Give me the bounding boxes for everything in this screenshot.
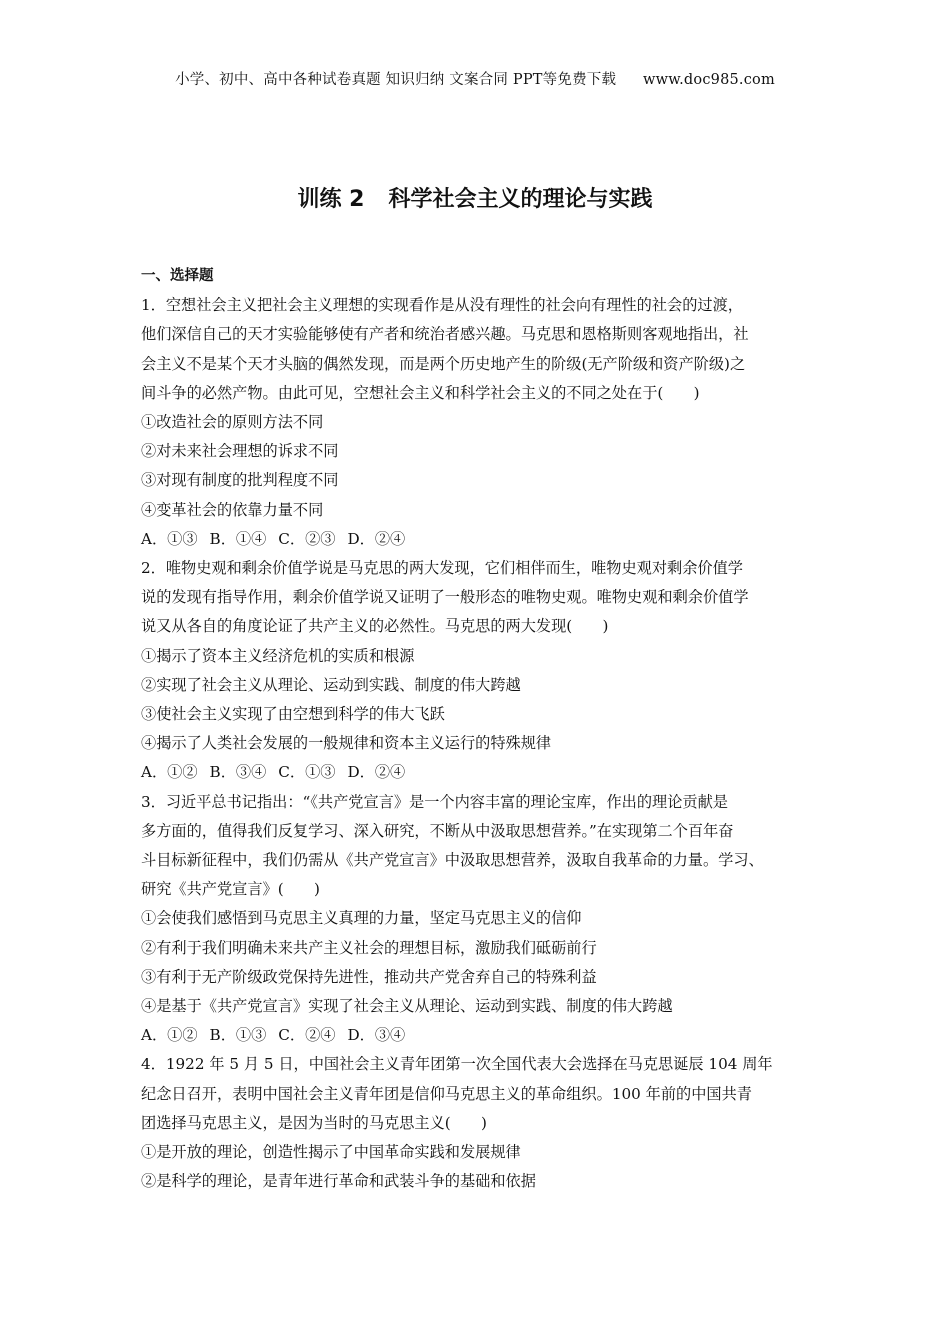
question-stem-line: 2．唯物史观和剩余价值学说是马克思的两大发现，它们相伴而生，唯物史观对剩余价值学 xyxy=(141,559,743,578)
question-stem-line: 他们深信自己的天才实验能够使有产者和统治者感兴趣。马克思和恩格斯则客观地指出，社 xyxy=(141,325,749,344)
statement-option: ③对现有制度的批判程度不同 xyxy=(141,471,339,490)
question-stem-line: 纪念日召开，表明中国社会主义青年团是信仰马克思主义的革命组织。100 年前的中国共青 xyxy=(141,1084,752,1103)
answer-choice-b[interactable]: B．③④ xyxy=(209,763,267,782)
answer-choice-a[interactable]: A．①② xyxy=(141,1026,198,1045)
question-3 xyxy=(141,788,821,1051)
statement-option: ②实现了社会主义从理论、运动到实践、制度的伟大跨越 xyxy=(141,675,521,694)
statement-option: ④是基于《共产党宣言》实现了社会主义从理论、运动到实践、制度的伟大跨越 xyxy=(141,997,673,1016)
question-stem-line: 1．空想社会主义把社会主义理想的实现看作是从没有理性的社会向有理性的社会的过渡， xyxy=(141,296,743,315)
answer-choice-a[interactable]: A．①③ xyxy=(141,529,198,548)
answer-choice-b[interactable]: B．①④ xyxy=(209,529,267,548)
title-text: 科学社会主义的理论与实践 xyxy=(388,187,653,212)
question-list xyxy=(141,262,821,1197)
answer-choices xyxy=(141,758,821,787)
question-stem-line: 4．1922 年 5 月 5 日，中国社会主义青年团第一次全国代表大会选择在马克思诞辰 104 周年 xyxy=(141,1055,773,1074)
answer-choice-c[interactable]: C．②③ xyxy=(278,529,336,548)
statement-option: ③使社会主义实现了由空想到科学的伟大飞跃 xyxy=(141,705,445,724)
question-stem-line: 研究《共产党宣言》( ) xyxy=(141,880,320,899)
question-2 xyxy=(141,554,821,788)
answer-choice-d[interactable]: D．②④ xyxy=(347,529,406,548)
page-title xyxy=(0,182,950,213)
question-stem-line: 间斗争的必然产物。由此可见，空想社会主义和科学社会主义的不同之处在于( ) xyxy=(141,383,700,402)
statement-option: ②是科学的理论，是青年进行革命和武装斗争的基础和依据 xyxy=(141,1172,536,1191)
statement-option: ④揭示了人类社会发展的一般规律和资本主义运行的特殊规律 xyxy=(141,734,552,753)
statement-option: ①是开放的理论，创造性揭示了中国革命实践和发展规律 xyxy=(141,1143,521,1162)
header-text: 小学、初中、高中各种试卷真题 知识归纳 文案合同 PPT等免费下载 xyxy=(175,72,617,88)
statement-option: ①会使我们感悟到马克思主义真理的力量，坚定马克思主义的信仰 xyxy=(141,909,582,928)
answer-choices xyxy=(141,525,821,554)
question-stem-line: 团选择马克思主义，是因为当时的马克思主义( ) xyxy=(141,1113,487,1132)
answer-choice-a[interactable]: A．①② xyxy=(141,763,198,782)
title-number: 训练 2 xyxy=(297,187,365,212)
question-stem-line: 说的发现有指导作用，剩余价值学说又证明了一般形态的唯物史观。唯物史观和剩余价值学 xyxy=(141,588,749,607)
question-4 xyxy=(141,1050,821,1196)
statement-option: ②有利于我们明确未来共产主义社会的理想目标，激励我们砥砺前行 xyxy=(141,938,597,957)
page-header xyxy=(0,68,950,89)
answer-choice-c[interactable]: C．②④ xyxy=(278,1026,336,1045)
question-1 xyxy=(141,291,821,554)
question-stem-line: 斗目标新征程中，我们仍需从《共产党宣言》中汲取思想营养，汲取自我革命的力量。学习、 xyxy=(141,851,764,870)
question-stem-line: 多方面的，值得我们反复学习、深入研究，不断从中汲取思想营养。”在实现第二个百年奋 xyxy=(141,821,734,840)
statement-option: ④变革社会的依靠力量不同 xyxy=(141,500,324,519)
answer-choice-c[interactable]: C．①③ xyxy=(278,763,336,782)
section-title: 一、选择题 xyxy=(141,268,214,284)
question-stem-line: 会主义不是某个天才头脑的偶然发现，而是两个历史地产生的阶级(无产阶级和资产阶级)之 xyxy=(141,354,746,373)
statement-option: ①改造社会的原则方法不同 xyxy=(141,413,324,432)
statement-option: ②对未来社会理想的诉求不同 xyxy=(141,442,339,461)
question-stem-line: 说又从各自的角度论证了共产主义的必然性。马克思的两大发现( ) xyxy=(141,617,609,636)
question-stem-line: 3．习近平总书记指出：“《共产党宣言》是一个内容丰富的理论宝库，作出的理论贡献是 xyxy=(141,792,728,811)
statement-option: ①揭示了资本主义经济危机的实质和根源 xyxy=(141,646,415,665)
answer-choice-d[interactable]: D．③④ xyxy=(347,1026,406,1045)
answer-choice-b[interactable]: B．①③ xyxy=(209,1026,267,1045)
statement-option: ③有利于无产阶级政党保持先进性，推动共产党舍弃自己的特殊利益 xyxy=(141,967,597,986)
header-site-link[interactable]: www.doc985.com xyxy=(642,72,775,88)
answer-choice-d[interactable]: D．②④ xyxy=(347,763,406,782)
answer-choices xyxy=(141,1021,821,1050)
